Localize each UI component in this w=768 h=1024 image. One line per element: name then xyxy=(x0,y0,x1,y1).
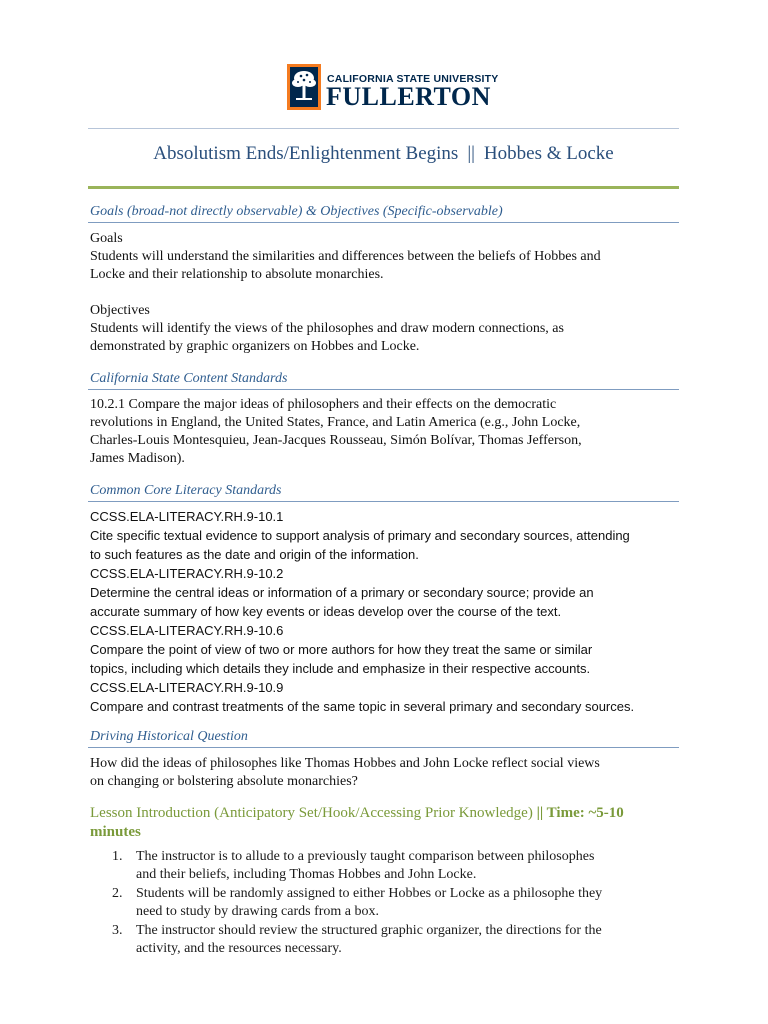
lesson-intro-time-unit: minutes xyxy=(90,824,141,840)
common-core-line: to such features as the date and origin of the information. xyxy=(90,547,419,562)
driving-question-rule xyxy=(88,747,679,748)
list-item-line: activity, and the resources necessary. xyxy=(136,941,342,956)
list-item-number: 3. xyxy=(112,923,123,938)
state-standards-block xyxy=(90,396,685,468)
title-left: Absolutism Ends/Enlightenment Begins xyxy=(153,143,459,164)
objectives-block xyxy=(90,302,685,356)
driving-question-block xyxy=(90,755,685,791)
state-standard-line: 10.2.1 Compare the major ideas of philosophers and their effects on the democratic xyxy=(90,397,557,412)
csuf-logo xyxy=(287,64,499,112)
common-core-line: CCSS.ELA-LITERACY.RH.9-10.2 xyxy=(90,566,284,581)
common-core-heading: Common Core Literacy Standards xyxy=(90,483,282,498)
state-standards-heading: California State Content Standards xyxy=(90,371,288,386)
page-title xyxy=(88,143,679,165)
driving-question-line: How did the ideas of philosophes like Thomas Hobbes and John Locke reflect social views xyxy=(90,756,600,771)
common-core-line: CCSS.ELA-LITERACY.RH.9-10.6 xyxy=(90,623,284,638)
list-item-line: need to study by drawing cards from a box. xyxy=(136,904,379,919)
driving-question-heading: Driving Historical Question xyxy=(90,729,248,744)
lesson-intro-heading-main: Lesson Introduction (Anticipatory Set/Hook/Accessing Prior Knowledge) xyxy=(90,805,533,821)
goals-block xyxy=(90,230,685,284)
common-core-line: CCSS.ELA-LITERACY.RH.9-10.9 xyxy=(90,680,284,695)
common-core-line: accurate summary of how key events or ideas develop over the course of the text. xyxy=(90,604,562,619)
title-underline xyxy=(88,186,679,189)
lesson-intro-heading xyxy=(90,804,685,842)
list-item-line: The instructor should review the structured graphic organizer, the directions for the xyxy=(136,923,602,938)
goals-text-line: Students will understand the similarities and differences between the beliefs of Hobbes and xyxy=(90,249,601,264)
goals-heading: Goals (broad-not directly observable) & Objectives (Specific-observable) xyxy=(90,204,503,219)
state-standard-line: revolutions in England, the United States, France, and Latin America (e.g., John Locke, xyxy=(90,415,581,430)
state-standard-line: Charles-Louis Montesquieu, Jean-Jacques Rousseau, Simón Bolívar, Thomas Jefferson, xyxy=(90,433,582,448)
goals-heading-rule xyxy=(88,222,679,223)
objectives-label: Objectives xyxy=(90,303,150,318)
common-core-line: Compare and contrast treatments of the same topic in several primary and secondary sources. xyxy=(90,699,635,714)
list-item xyxy=(108,885,688,921)
header-divider xyxy=(88,128,679,129)
objectives-text-line: demonstrated by graphic organizers on Hobbes and Locke. xyxy=(90,339,420,354)
goals-text-line: Locke and their relationship to absolute monarchies. xyxy=(90,267,384,282)
objectives-text-line: Students will identify the views of the philosophes and draw modern connections, as xyxy=(90,321,564,336)
list-item xyxy=(108,922,688,958)
lesson-intro-time: || Time: ~5-10 xyxy=(536,805,624,821)
logo-university-text: CALIFORNIA STATE UNIVERSITY xyxy=(327,73,499,85)
common-core-line: Compare the point of view of two or more authors for how they treat the same or similar xyxy=(90,642,593,657)
list-item-number: 1. xyxy=(112,849,123,864)
common-core-block xyxy=(90,507,685,716)
common-core-line: topics, including which details they include and emphasize in their respective accounts. xyxy=(90,661,591,676)
tree-seal-icon xyxy=(287,64,321,110)
list-item-line: Students will be randomly assigned to either Hobbes or Locke as a philosophe they xyxy=(136,886,603,901)
common-core-line: Cite specific textual evidence to support analysis of primary and secondary sources, attending xyxy=(90,528,630,543)
driving-question-line: on changing or bolstering absolute monarchies? xyxy=(90,774,358,789)
list-item-line: The instructor is to allude to a previously taught comparison between philosophes xyxy=(136,849,595,864)
goals-label: Goals xyxy=(90,231,123,246)
list-item xyxy=(108,848,688,884)
logo-campus-text: FULLERTON xyxy=(326,82,491,111)
lesson-steps-list xyxy=(108,848,688,959)
state-standard-line: James Madison). xyxy=(90,451,185,466)
common-core-line: Determine the central ideas or information of a primary or secondary source; provide an xyxy=(90,585,594,600)
title-right: Hobbes & Locke xyxy=(483,143,614,164)
common-core-rule xyxy=(88,501,679,502)
list-item-number: 2. xyxy=(112,886,123,901)
common-core-line: CCSS.ELA-LITERACY.RH.9-10.1 xyxy=(90,509,284,524)
list-item-line: and their beliefs, including Thomas Hobbes and John Locke. xyxy=(136,867,477,882)
state-standards-rule xyxy=(88,389,679,390)
title-separator: || xyxy=(467,143,475,164)
